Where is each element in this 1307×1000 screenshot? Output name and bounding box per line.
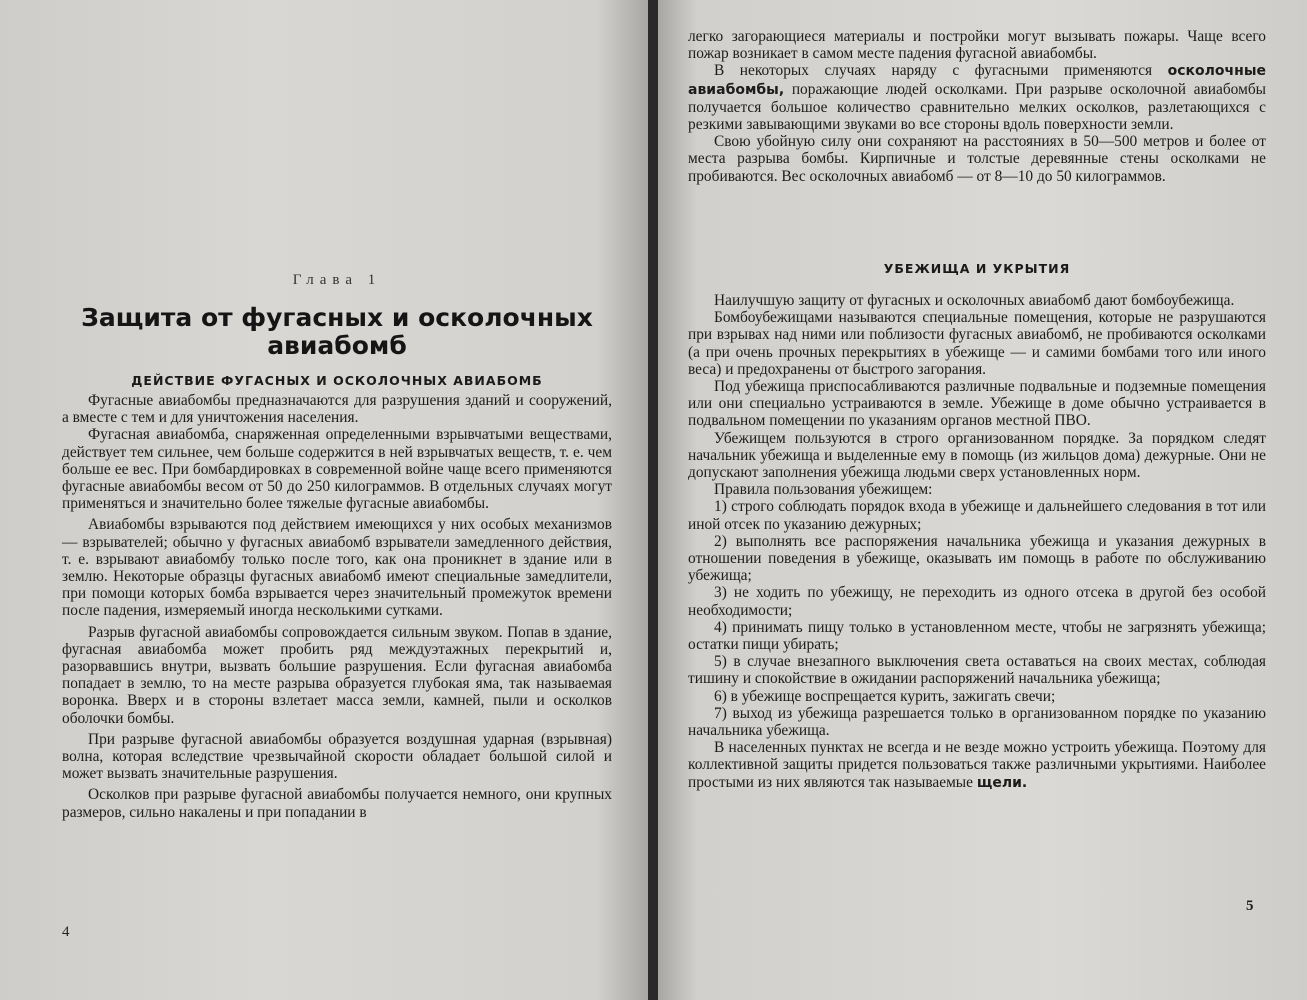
chapter-title: Защита от фугасных и осколочных авиабомб (81, 303, 593, 360)
paragraph: Разрыв фугасной авиабомбы сопровождается сильным звуком. Попав в здание, фугасная авиабомба может пробить ряд междуэтажных перекрытий и, разорвавшись внутри, вызвать большие разрушения. Если фугасная авиабомба попадает в землю, то на месте разрыва образуется глубокая яма, так называемая воронка. Вверх и в стороны взлетает масса земли, камней, пыли и осколков оболочки бомбы. (62, 623, 612, 727)
paragraph: Правила пользования убежищем: (714, 481, 933, 499)
rule-item: 2) выполнять все распоряжения начальника убежища и указания дежурных в отношении поведения в убежище, оказывать им помощь в работе по обслуживанию убежища; (688, 532, 1266, 585)
bold-term: щели. (976, 774, 1028, 791)
paragraph: Свою убойную силу они сохраняют на расстояниях в 50—500 метров и более от места разрыва бомбы. Кирпичные и толстые деревянные стены осколками не пробиваются. Вес осколочных авиабомб — от 8—10 до 50 килограммов. (688, 133, 1266, 185)
right-body-text (688, 292, 1266, 792)
book-gutter (648, 0, 658, 1000)
paragraph: Осколков при разрыве фугасной авиабомбы получается немного, они крупных размеров, сильно накалены и при попадании в (62, 786, 612, 821)
section-heading-shelters: УБЕЖИЩА И УКРЫТИЯ (883, 261, 1071, 276)
right-page (658, 0, 1307, 1000)
left-body-text (62, 392, 612, 821)
paragraph: Фугасные авиабомбы предназначаются для разрушения зданий и сооружений, а вместе с тем и для уничтожения населения. (62, 392, 612, 427)
paragraph: легко загорающиеся материалы и постройки могут вызывать пожары. Чаще всего пожар возникает в самом месте падения фугасной авиабомбы. (688, 28, 1266, 63)
paragraph: При разрыве фугасной авиабомбы образуется воздушная ударная (взрывная) волна, которая вследствие чрезвычайной скорости обладает большой силой и может вызвать значительные разрушения. (62, 730, 612, 783)
rule-item: 3) не ходить по убежищу, не переходить из одного отсека в другой без особой необходимости; (688, 584, 1266, 619)
paragraph-lead: В некоторых случаях наряду с фугасными применяются (714, 62, 1153, 80)
rule-item: 4) принимать пищу только в установленном месте, чтобы не загрязнять убежища; остатки пищи убирать; (688, 618, 1266, 654)
bold-term: осколочные авиабомбы, (688, 63, 1266, 98)
page-number-left: 4 (62, 924, 70, 940)
paragraph: Бомбоубежищами называются специальные помещения, которые не разрушаются при взрывах над ними или поблизости фугасных авиабомб, не пробиваются осколками (а при очень прочных перекрытиях в убежище — и самими бомбами того или иного веса) и предохранены от быстрого загорания. (688, 309, 1266, 378)
rule-item: 6) в убежище воспрещается курить, зажигать свечи; (714, 687, 1056, 705)
paragraph: Фугасная авиабомба, снаряженная определенными взрывчатыми веществами, действует тем сильнее, чем больше содержится в ней взрывчатых веществ, т. е. чем больше ее вес. При бомбардировках в современной войне чаще всего применяются фугасные авиабомбы весом от 50 до 250 килограммов. В отдельных случаях могут применяться и значительно более тяжелые фугасные авиабомбы. (62, 426, 612, 513)
paragraph (688, 739, 1266, 792)
paragraph-rest: поражающие людей осколками. При разрыве осколочной авиабомбы получается большое количество сравнительно мелких осколков, разлетающихся с резкими завывающими звуками во все стороны вдоль поверхности земли. (688, 80, 1266, 134)
paragraph: Авиабомбы взрываются под действием имеющихся у них особых механизмов — взрывателей; обычно у фугасных авиабомб взрыватели замедленного действия, т. е. взрывают авиабомбу только после того, как она проникнет в здание или в землю. Некоторые образцы фугасных авиабомб имеют специальные замедлители, при помощи которых бомба взрывается через значительный промежуток времени после падения, измеряемый иногда несколькими сутками. (62, 516, 612, 620)
rule-item: 7) выход из убежища разрешается только в организованном порядке по указанию начальника убежища. (688, 704, 1266, 740)
paragraph: Убежищем пользуются в строго организованном порядке. За порядком следят начальник убежища и выделенные ему в помощь (из жильцов дома) дежурные. Они не допускают заполнения убежища людьми сверх установленных норм. (688, 429, 1266, 482)
section-heading-effects: ДЕЙСТВИЕ ФУГАСНЫХ И ОСКОЛОЧНЫХ АВИАБОМБ (131, 373, 543, 388)
page-number-right: 5 (1246, 898, 1254, 914)
rule-item: 5) в случае внезапного выключения света оставаться на своих местах, соблюдая тишину и спокойствие в ожидании распоряжений начальника убежища; (688, 653, 1266, 688)
paragraph (688, 62, 1266, 133)
paragraph-text: В населенных пунктах не всегда и не везде можно устроить убежища. Поэтому для коллективной защиты придется пользоваться также различными укрытиями. Наиболее простыми из них являются так называемые (688, 739, 1266, 791)
paragraph: Наилучшую защиту от фугасных и осколочных авиабомб дают бомбоубежища. (714, 292, 1235, 309)
right-body-text-top (688, 28, 1266, 185)
rule-item: 1) строго соблюдать порядок входа в убежище и дальнейшего следования в тот или иной отсек по указанию дежурных; (688, 498, 1266, 533)
chapter-label: Глава 1 (292, 272, 382, 288)
paragraph: Под убежища приспосабливаются различные подвальные и подземные помещения или они специально устраиваются в земле. Убежище в доме обычно устраивается в подвальном помещении по указаниям органов местной ПВО. (688, 378, 1266, 430)
left-page (0, 0, 648, 1000)
